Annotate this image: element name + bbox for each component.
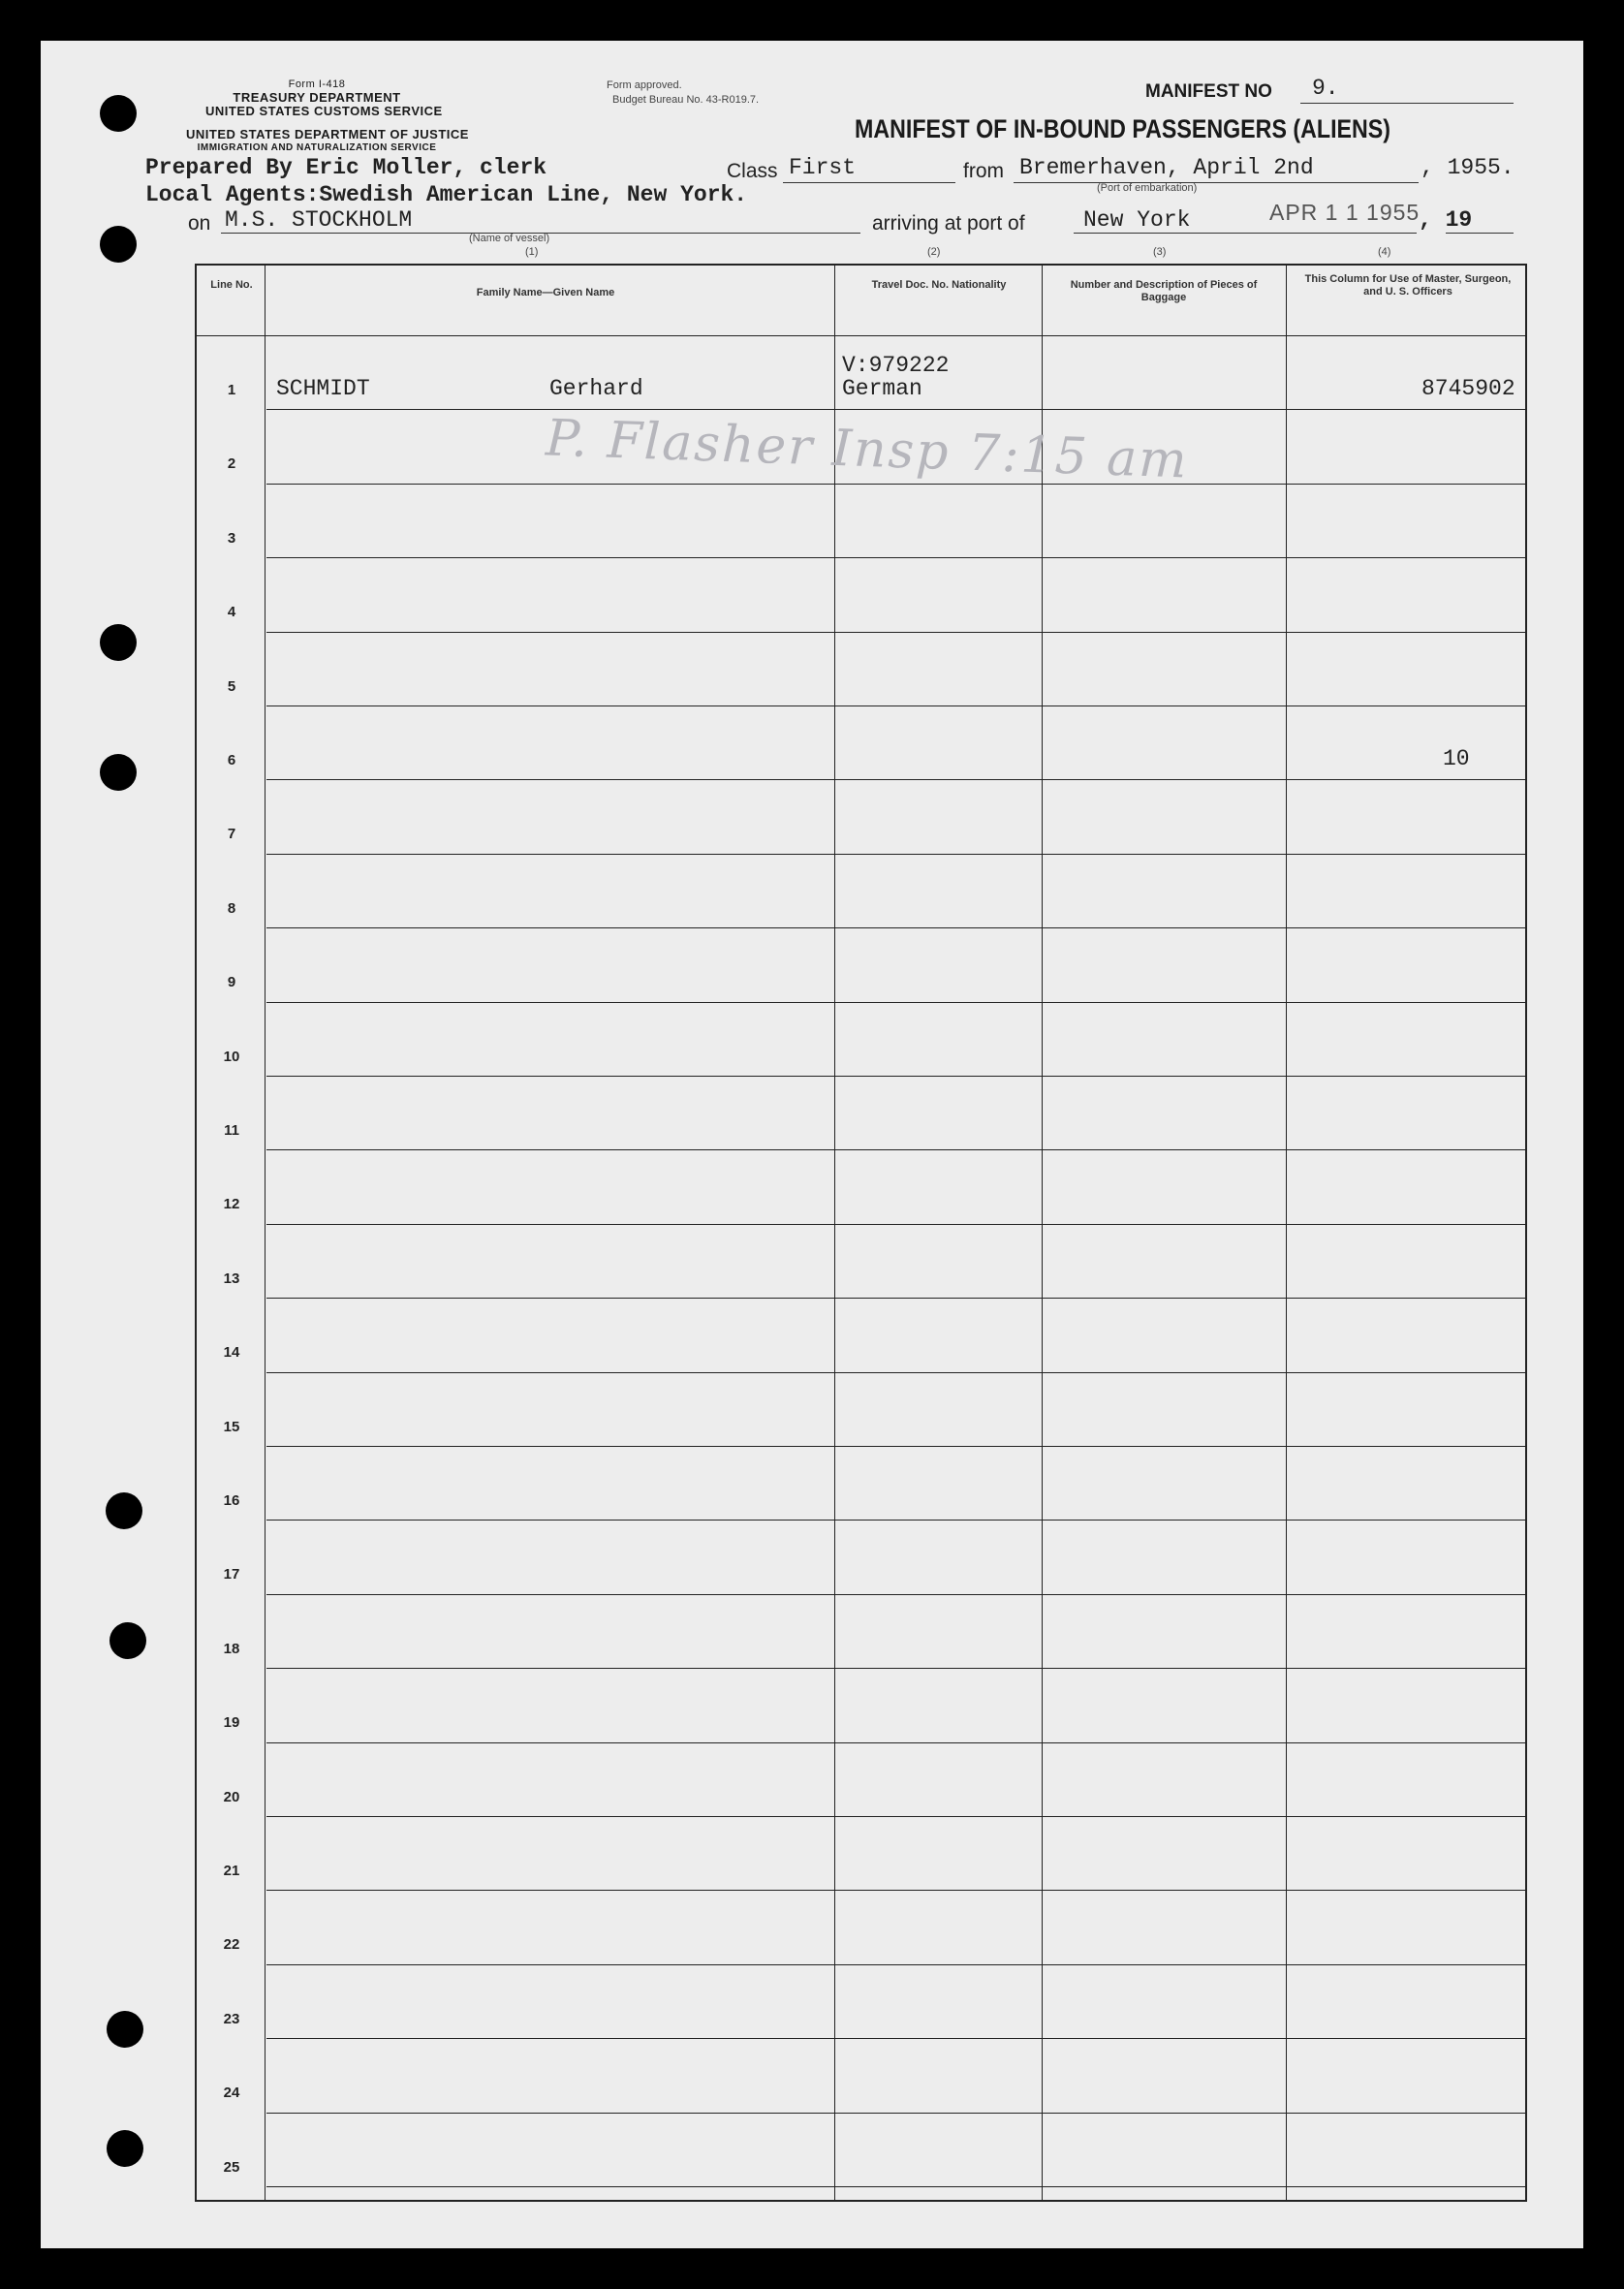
line-number: 22 <box>223 1936 240 1954</box>
column-number-4: (4) <box>1378 246 1391 258</box>
binder-hole <box>100 95 137 132</box>
line-number: 10 <box>223 1048 240 1065</box>
local-agents: Local Agents:Swedish American Line, New York. <box>145 182 748 207</box>
vessel-caption: (Name of vessel) <box>469 233 550 244</box>
form-approved: Form approved. <box>607 79 682 91</box>
from-label: from <box>963 160 1004 182</box>
column-number-2: (2) <box>927 246 941 258</box>
table-row <box>197 1078 1525 1151</box>
header-officers: This Column for Use of Master, Surgeon, and U. S. Officers <box>1304 273 1512 298</box>
row-line <box>266 409 1525 410</box>
line-number: 23 <box>223 2010 240 2027</box>
year-suffix: , 19 <box>1419 207 1473 233</box>
line-number: 4 <box>227 604 236 621</box>
manifest-number-line <box>1300 103 1514 104</box>
year-value: , 1955. <box>1421 155 1515 180</box>
line-number: 19 <box>223 1714 240 1732</box>
binder-hole <box>107 2011 143 2048</box>
line-number: 3 <box>227 529 236 547</box>
row-line <box>266 632 1525 633</box>
row-line <box>266 779 1525 780</box>
from-value: Bremerhaven, April 2nd <box>1019 155 1314 180</box>
line-number: 1 <box>227 382 236 398</box>
agency-block <box>205 78 443 118</box>
row-line <box>266 1964 1525 1965</box>
table-row <box>197 707 1525 781</box>
line-number: 7 <box>227 826 236 843</box>
line-number: 11 <box>224 1122 239 1139</box>
binder-hole <box>100 624 137 661</box>
table-row <box>197 856 1525 929</box>
form-number: Form I-418 <box>288 78 346 90</box>
line-number: 25 <box>223 2158 240 2176</box>
row-line <box>266 1890 1525 1891</box>
table-row <box>197 2115 1525 2188</box>
line-number: 16 <box>223 1492 240 1509</box>
header-baggage: Number and Description of Pieces of Baggage <box>1070 279 1258 303</box>
row-line <box>266 1149 1525 1150</box>
header-travel-doc: Travel Doc. No. Nationality <box>871 279 1007 291</box>
officer-notation: 8745902 <box>1421 376 1515 401</box>
arriving-label: arriving at port of <box>872 212 1025 235</box>
immigration-label: IMMIGRATION AND NATURALIZATION SERVICE <box>197 142 437 153</box>
binder-hole <box>100 754 137 791</box>
header-line-no: Line No. <box>210 279 253 291</box>
table-row <box>197 1818 1525 1892</box>
line-number: 21 <box>223 1863 240 1879</box>
row-line <box>266 1594 1525 1595</box>
manifest-sheet <box>41 41 1583 2248</box>
line-number: 9 <box>227 974 236 991</box>
row-line <box>266 1816 1525 1817</box>
row-line <box>266 2113 1525 2114</box>
table-row <box>197 337 1525 411</box>
table-row <box>197 1004 1525 1078</box>
justice-label: UNITED STATES DEPARTMENT OF JUSTICE <box>186 127 469 141</box>
row-line <box>266 1668 1525 1669</box>
manifest-number-label: MANIFEST NO <box>1145 81 1272 102</box>
page-title: MANIFEST OF IN-BOUND PASSENGERS (ALIENS) <box>855 114 1391 143</box>
given-name: Gerhard <box>549 376 643 401</box>
row-line <box>266 1372 1525 1373</box>
passenger-table <box>195 264 1527 2202</box>
table-row <box>197 1151 1525 1225</box>
budget-bureau: Budget Bureau No. 43-R019.7. <box>612 94 760 106</box>
arriving-port: New York <box>1083 207 1191 233</box>
table-row <box>197 1744 1525 1818</box>
table-row <box>197 1966 1525 2040</box>
binder-hole <box>100 226 137 263</box>
port-caption: (Port of embarkation) <box>1097 182 1198 194</box>
arrival-date-stamp: APR 1 1 1955 <box>1269 200 1421 225</box>
row-line <box>266 1520 1525 1521</box>
table-row <box>197 634 1525 707</box>
row-line <box>266 484 1525 485</box>
table-row <box>197 1374 1525 1448</box>
line-number: 2 <box>227 455 236 473</box>
header-name: Family Name—Given Name <box>476 287 615 298</box>
manifest-number: 9. <box>1312 76 1339 101</box>
justice-block <box>186 127 469 155</box>
row-line <box>266 927 1525 928</box>
line-number: 8 <box>227 899 236 917</box>
table-row <box>197 486 1525 559</box>
row-line <box>266 1224 1525 1225</box>
line-number: 20 <box>223 1788 240 1805</box>
row-line <box>266 1076 1525 1077</box>
line-number: 24 <box>223 2085 240 2102</box>
line-number: 15 <box>223 1418 240 1435</box>
table-row <box>197 1596 1525 1670</box>
vessel-name: M.S. STOCKHOLM <box>225 207 413 233</box>
table-row <box>197 1521 1525 1595</box>
treasury-label: TREASURY DEPARTMENT <box>233 90 401 105</box>
column-number-1: (1) <box>525 246 539 258</box>
officer-notation: 10 <box>1443 746 1470 771</box>
row-line <box>266 854 1525 855</box>
table-row <box>197 559 1525 633</box>
header-bottom-line <box>197 335 1525 336</box>
class-label: Class <box>727 160 778 182</box>
line-number: 14 <box>223 1344 240 1362</box>
class-line <box>783 182 955 183</box>
line-number: 6 <box>227 752 236 768</box>
table-row <box>197 1670 1525 1743</box>
table-row <box>197 1226 1525 1300</box>
row-line <box>266 1298 1525 1299</box>
row-line <box>266 1742 1525 1743</box>
table-row <box>197 781 1525 855</box>
table-row <box>197 1300 1525 1373</box>
line-number: 5 <box>227 677 236 695</box>
customs-label: UNITED STATES CUSTOMS SERVICE <box>205 104 443 118</box>
row-line <box>266 1446 1525 1447</box>
year-suffix-line <box>1446 233 1514 234</box>
binder-hole <box>107 2130 143 2167</box>
row-line <box>266 557 1525 558</box>
on-label: on <box>188 212 211 235</box>
line-number: 12 <box>223 1196 240 1213</box>
family-name: SCHMIDT <box>276 376 370 401</box>
inspector-signature: P. Flasher Insp 7:15 am <box>545 409 1190 490</box>
travel-doc-number: V:979222 <box>842 353 950 378</box>
nationality: German <box>842 376 922 401</box>
binder-hole <box>109 1622 146 1659</box>
class-value: First <box>789 155 857 180</box>
line-number: 18 <box>223 1640 240 1657</box>
from-line <box>1014 182 1419 183</box>
line-number: 13 <box>223 1270 240 1287</box>
arriving-line <box>1074 233 1417 234</box>
row-line <box>266 1002 1525 1003</box>
binder-hole <box>106 1492 142 1529</box>
line-number: 17 <box>223 1566 240 1583</box>
prepared-by: Prepared By Eric Moller, clerk <box>145 155 547 180</box>
column-number-3: (3) <box>1153 246 1167 258</box>
table-row <box>197 1892 1525 1965</box>
table-row <box>197 1448 1525 1521</box>
table-row <box>197 2040 1525 2114</box>
row-line <box>266 2186 1525 2187</box>
table-row <box>197 929 1525 1003</box>
row-line <box>266 2038 1525 2039</box>
